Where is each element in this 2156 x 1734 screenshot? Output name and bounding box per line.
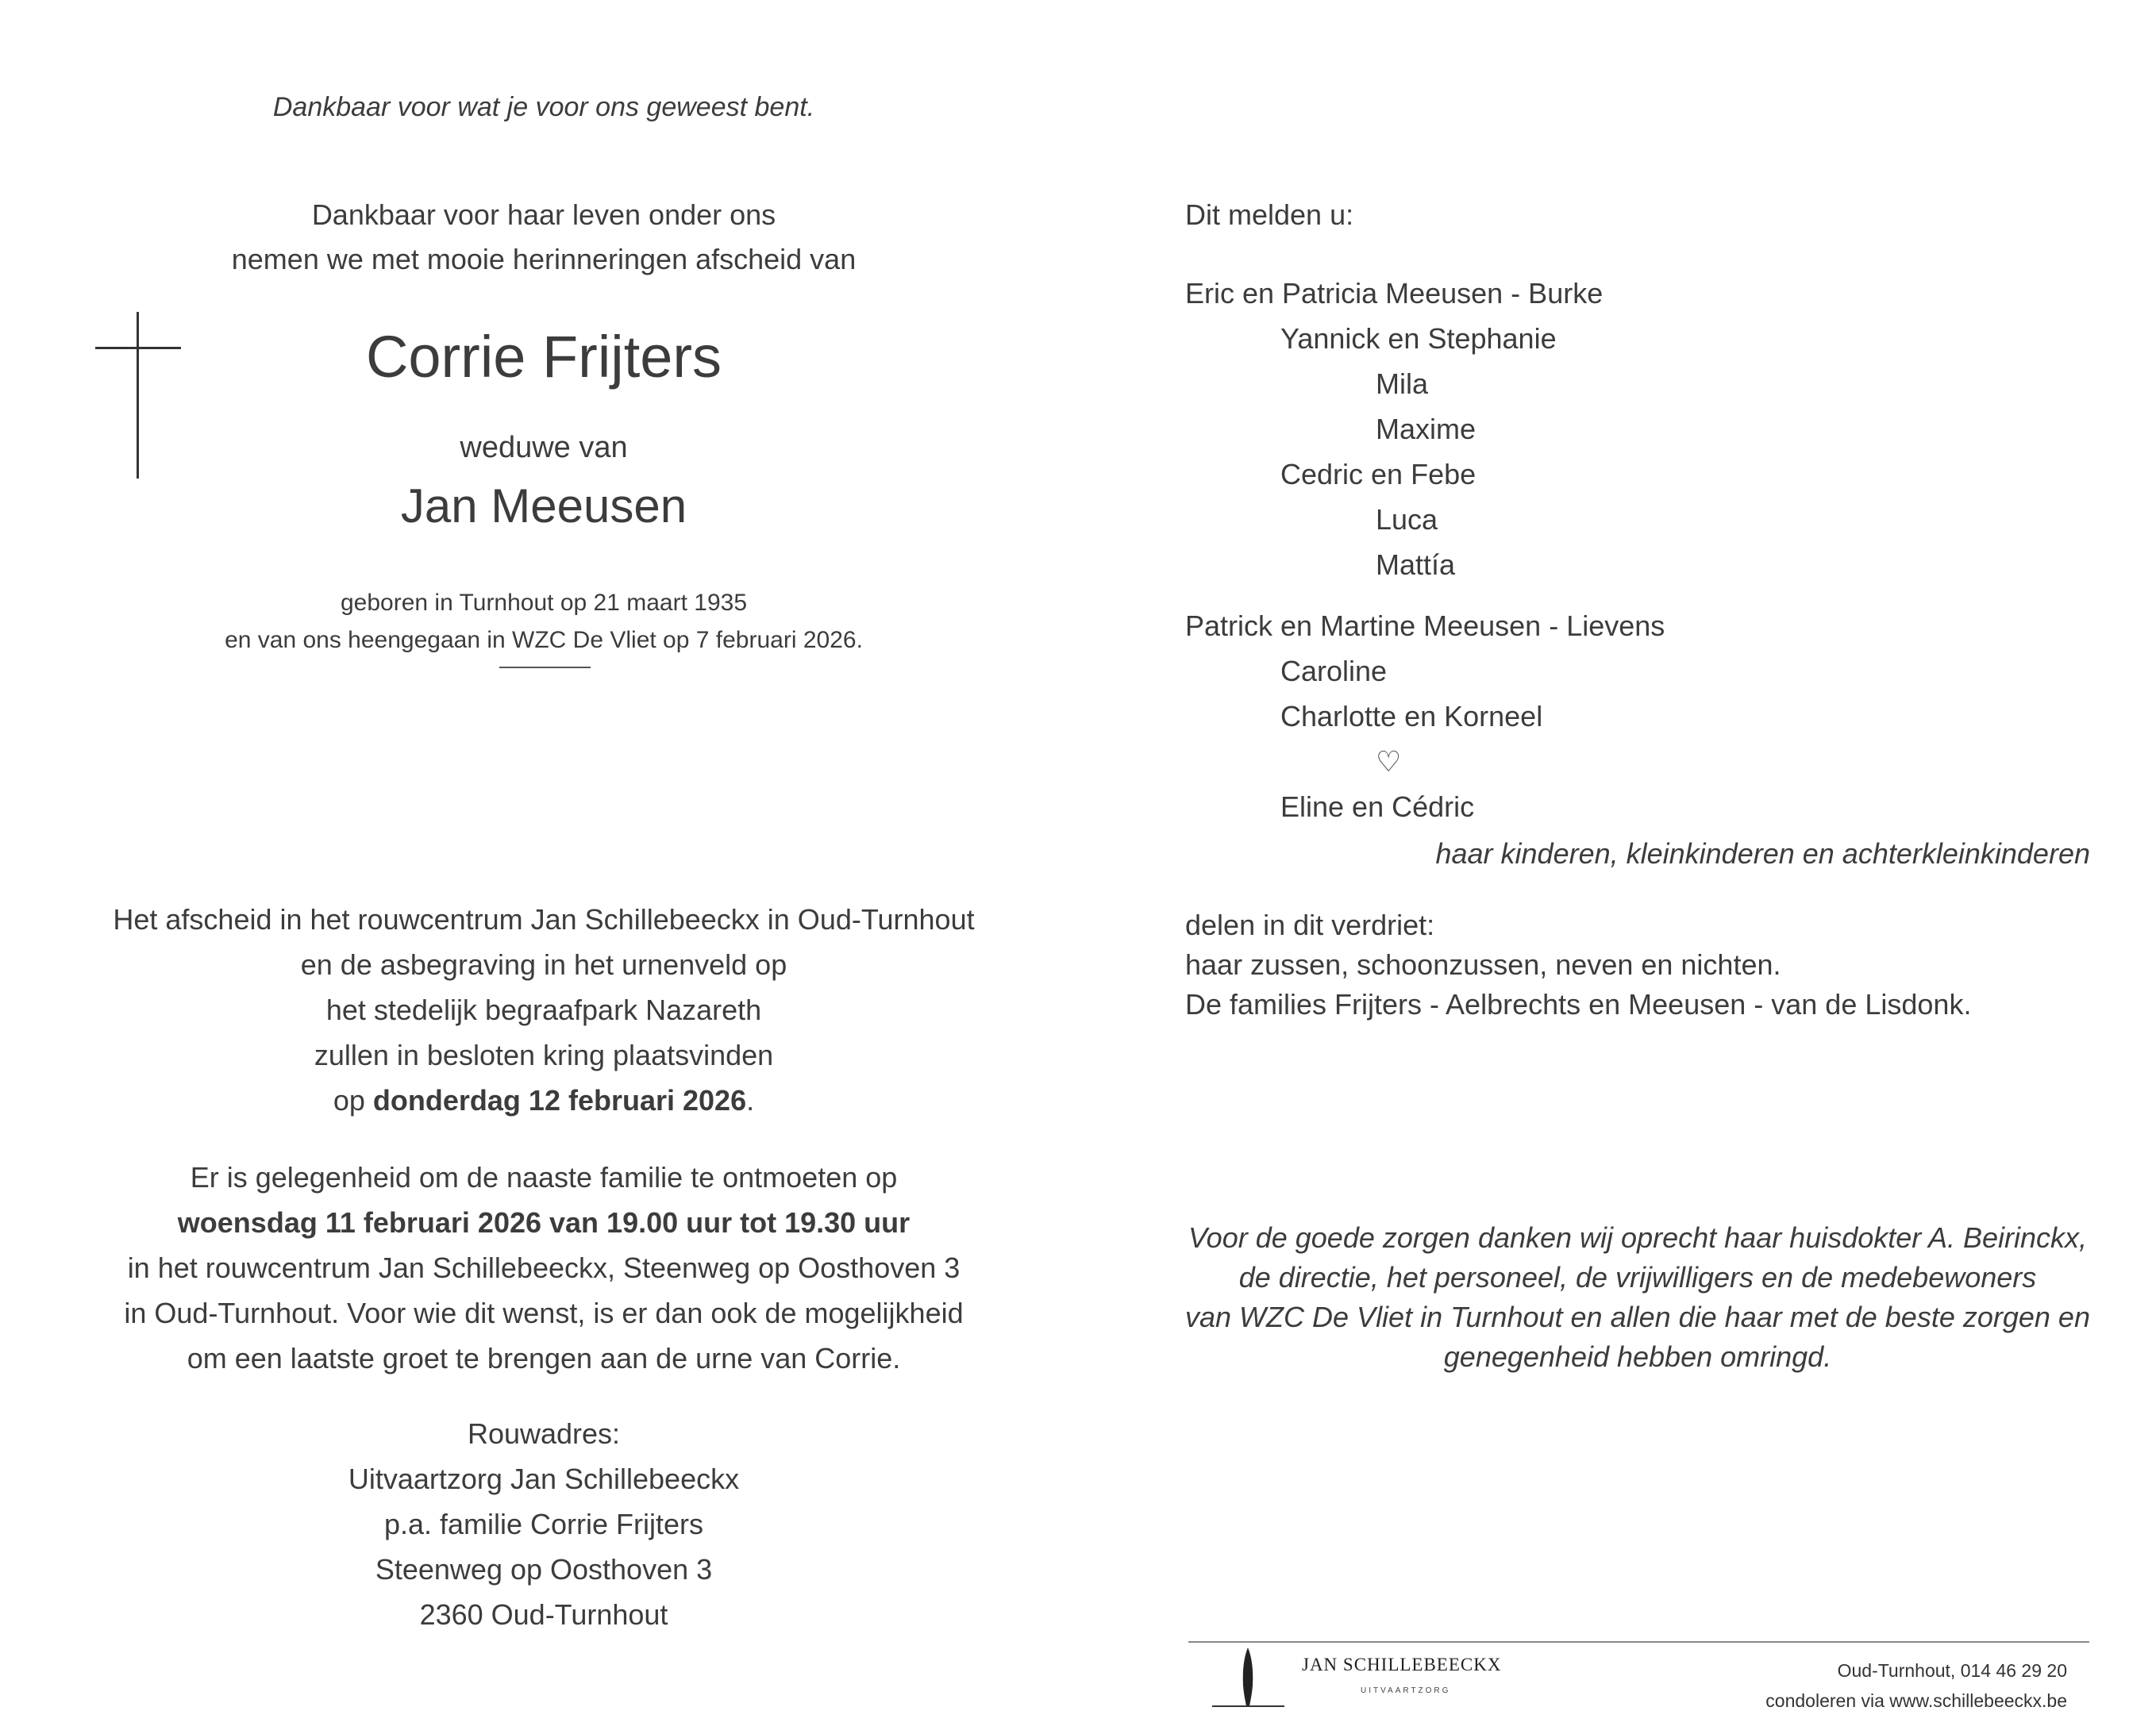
address-label: Rouwadres: (467, 1417, 621, 1450)
footer-divider (1188, 1641, 2089, 1643)
meeting-line-3: in het rouwcentrum Jan Schillebeeckx, Steenweg op Oosthoven 3 (127, 1251, 961, 1284)
family-member: Patrick en Martine Meeusen - Lievens (1185, 609, 1665, 642)
contact-website: condoleren via www.schillebeeckx.be (1765, 1690, 2067, 1711)
family-member: Eline en Cédric (1280, 790, 1475, 823)
share-line-3: De families Frijters - Aelbrechts en Meeusen - van de Lisdonk. (1185, 988, 1972, 1021)
farewell-line-5 (79, 1078, 1008, 1123)
brand-subtitle: UITVAARTZORG (1361, 1686, 1451, 1695)
family-member: Yannick en Stephanie (1280, 322, 1557, 355)
meeting-line-5: om een laatste groet te brengen aan de urne van Corrie. (187, 1342, 901, 1375)
farewell-line-2: en de asbegraving in het urnenveld op (300, 948, 787, 981)
brand-name: JAN SCHILLEBEECKX (1302, 1655, 1502, 1674)
family-member: Maxime (1376, 413, 1476, 445)
family-member: Luca (1376, 503, 1438, 536)
address-line-1: Uitvaartzorg Jan Schillebeeckx (348, 1463, 740, 1495)
life-dates (79, 584, 1008, 659)
deceased-name: Corrie Frijters (365, 324, 722, 390)
thanks-text (1177, 1218, 2098, 1377)
meeting-text (79, 1155, 1008, 1381)
farewell-date-prefix: op (333, 1084, 373, 1117)
thanks-line-4: genegenheid hebben omringd. (1443, 1340, 1832, 1373)
widow-of-label: weduwe van (460, 431, 628, 464)
share-line-1: delen in dit verdriet: (1185, 909, 1435, 941)
address-line-3: Steenweg op Oosthoven 3 (375, 1553, 713, 1586)
died-line: en van ons heengegaan in WZC De Vliet op 7 februari 2026. (225, 627, 863, 653)
contact-info (1667, 1655, 2067, 1716)
farewell-line-1: Het afscheid in het rouwcentrum Jan Schillebeeckx in Oud-Turnhout (113, 903, 975, 936)
farewell-text (79, 897, 1008, 1123)
thanks-line-2: de directie, het personeel, de vrijwilligers en de medebewoners (1238, 1261, 2037, 1294)
family-list (1185, 271, 2122, 829)
announce-label: Dit melden u: (1185, 198, 1354, 231)
farewell-line-3: het stedelijk begraafpark Nazareth (325, 994, 762, 1026)
meeting-line-4: in Oud-Turnhout. Voor wie dit wenst, is er dan ook de mogelijkheid (124, 1297, 964, 1329)
address-line-2: p.a. familie Corrie Frijters (383, 1508, 704, 1540)
heart-icon: ♡ (1376, 745, 1402, 778)
family-member: Caroline (1280, 655, 1388, 687)
meeting-date: woensdag 11 februari 2026 van 19.00 uur tot 19.30 uur (177, 1206, 911, 1239)
family-member: Charlotte en Korneel (1280, 700, 1543, 732)
relation-label: haar kinderen, kleinkinderen en achterkleinkinderen (1435, 837, 2090, 870)
thanks-line-3: van WZC De Vliet in Turnhout en allen die haar met de beste zorgen en (1185, 1301, 2090, 1333)
contact-phone: Oud-Turnhout, 014 46 29 20 (1837, 1660, 2067, 1681)
mourning-address (79, 1411, 1008, 1637)
intro-text (79, 193, 1008, 282)
share-text (1185, 905, 2122, 1025)
cypress-tree-logo-icon (1211, 1646, 1286, 1709)
family-member: Mattía (1376, 548, 1456, 581)
address-line-4: 2360 Oud-Turnhout (419, 1598, 668, 1631)
farewell-date-suffix: . (746, 1084, 755, 1117)
family-member: Eric en Patricia Meeusen - Burke (1185, 277, 1604, 310)
motto: Dankbaar voor wat je voor ons geweest bent. (272, 92, 815, 122)
farewell-date: donderdag 12 februari 2026 (372, 1084, 747, 1117)
family-member: Cedric en Febe (1280, 458, 1476, 490)
family-member: Mila (1376, 367, 1429, 400)
thanks-line-1: Voor de goede zorgen danken wij oprecht haar huisdokter A. Beirinckx, (1188, 1221, 2087, 1254)
share-line-2: haar zussen, schoonzussen, neven en nichten. (1185, 948, 1781, 981)
intro-line-2: nemen we met mooie herinneringen afscheid van (231, 243, 857, 275)
spouse-name: Jan Meeusen (400, 479, 687, 533)
meeting-line-1: Er is gelegenheid om de naaste familie te ontmoeten op (190, 1161, 898, 1194)
farewell-line-4: zullen in besloten kring plaatsvinden (314, 1039, 774, 1071)
small-divider (499, 667, 591, 668)
born-line: geboren in Turnhout op 21 maart 1935 (340, 590, 748, 616)
intro-line-1: Dankbaar voor haar leven onder ons (311, 198, 776, 231)
